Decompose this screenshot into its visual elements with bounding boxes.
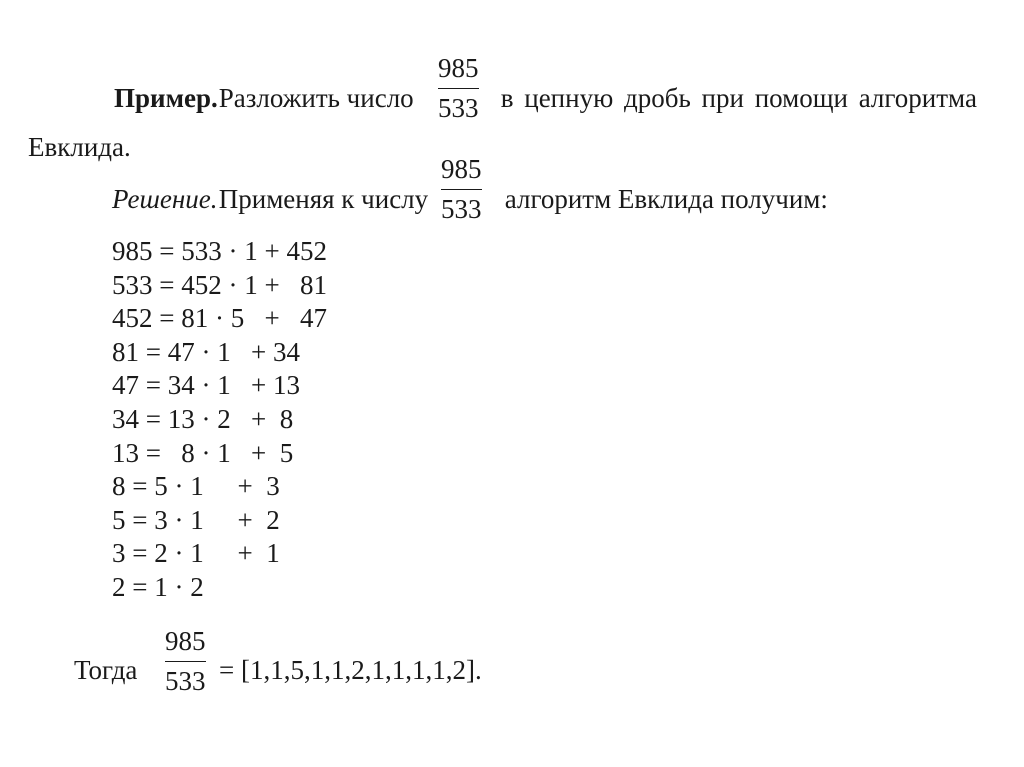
equation-line: 47 = 34 · 1 + 13 xyxy=(112,370,300,401)
euclid-equations-list xyxy=(112,235,327,605)
equation-line: 533 = 452 · 1 + 81 xyxy=(112,269,327,300)
example-text-after: в цепную дробь при помощи алгоритма xyxy=(490,83,977,113)
solution-fraction-numerator: 985 xyxy=(441,154,482,184)
solution-text-before: Применяя к числу xyxy=(212,184,429,214)
equation-line: 5 = 3 · 1 + 2 xyxy=(112,504,280,535)
equation-line: 2 = 1 · 2 xyxy=(112,571,204,602)
solution-label: Решение. xyxy=(112,184,218,214)
example-label: Пример. xyxy=(114,83,218,113)
conclusion-text-before: Тогда xyxy=(74,655,138,685)
example-continuation: Евклида. xyxy=(28,132,131,162)
equation-line: 13 = 8 · 1 + 5 xyxy=(112,437,294,468)
equation-line: 3 = 2 · 1 + 1 xyxy=(112,538,280,569)
equation-line: 34 = 13 · 2 + 8 xyxy=(112,403,294,434)
equation-line: 8 = 5 · 1 + 3 xyxy=(112,471,280,502)
conclusion-result: = [1,1,5,1,1,2,1,1,1,1,2]. xyxy=(219,655,482,685)
example-fraction-denominator: 533 xyxy=(438,93,479,123)
equation-line: 81 = 47 · 1 + 34 xyxy=(112,336,300,367)
equation-line: 452 = 81 · 5 + 47 xyxy=(112,303,327,334)
conclusion-fraction xyxy=(165,628,206,695)
solution-text-after: алгоритм Евклида получим: xyxy=(498,184,828,214)
conclusion-fraction-denominator: 533 xyxy=(165,666,206,696)
solution-fraction-denominator: 533 xyxy=(441,194,482,224)
equation-line: 985 = 533 · 1 + 452 xyxy=(112,236,327,266)
solution-fraction xyxy=(441,156,482,223)
example-text-before: Разложить число xyxy=(212,83,414,113)
example-fraction-numerator: 985 xyxy=(438,53,479,83)
conclusion-fraction-numerator: 985 xyxy=(165,626,206,656)
example-fraction xyxy=(438,55,479,122)
